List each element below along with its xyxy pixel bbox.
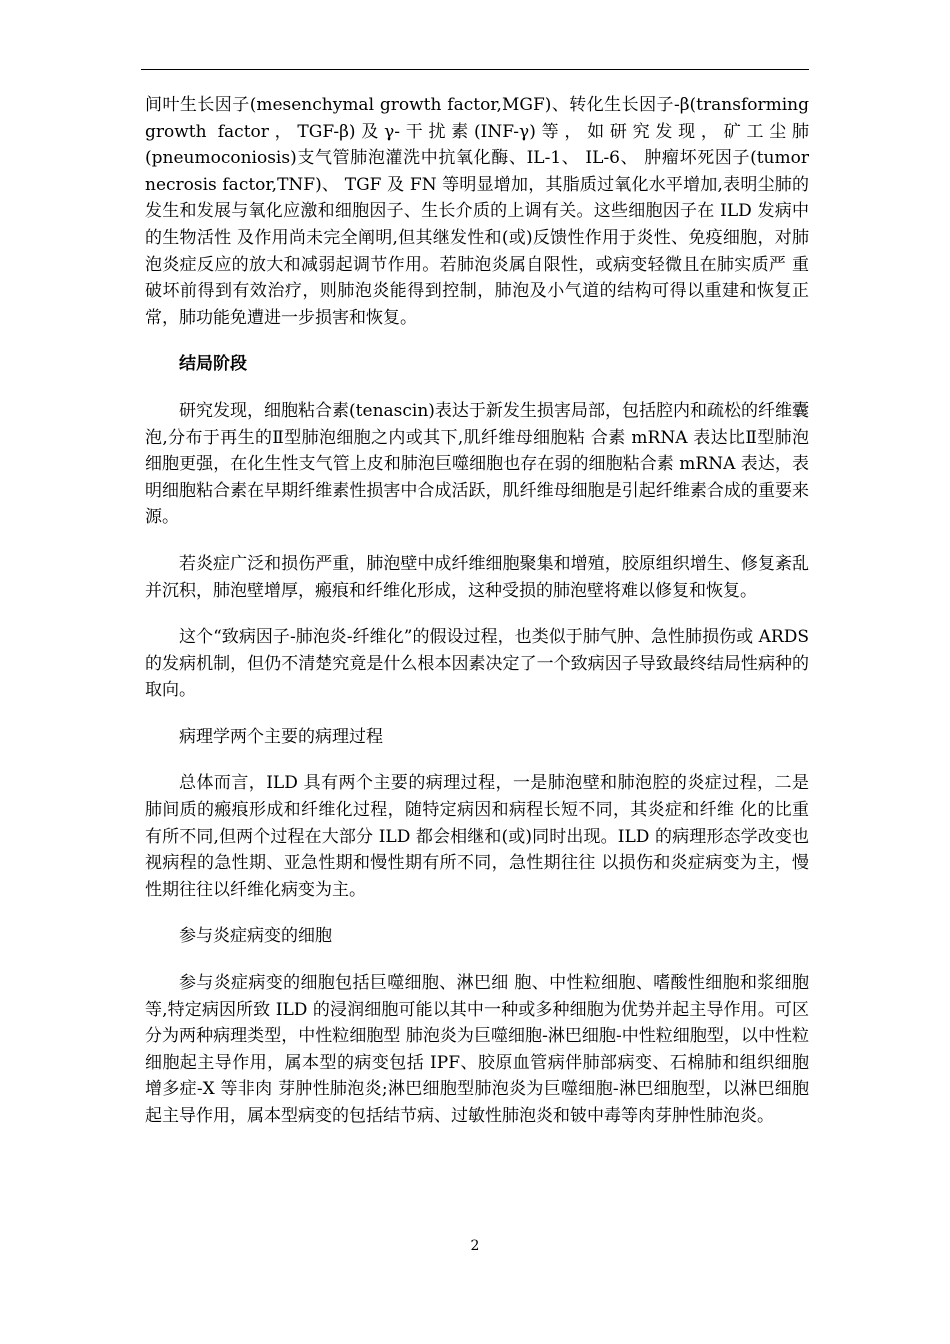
header-rule [141,69,809,70]
paragraph-hypothesis: 这个“致病因子-肺泡炎-纤维化”的假设过程，也类似于肺气肿、急性肺损伤或 ARDS 的发病机制，但仍不清楚究竟是什么根本因素决定了一个致病因子导致最终结局性病种的取向。 [145,627,809,701]
paragraph-pathology-overview: 总体而言，ILD 具有两个主要的病理过程，一是肺泡壁和肺泡腔的炎症过程，二是肺间质的瘢痕形成和纤维化过程，随特定病因和病程长短不同，其炎症和纤维 化的比重有所不同,但两个过程在大部分 ILD 都会相继和(或)同时出现。ILD 的病理形态学改变也视病程的急性期、亚急性期和慢性期有所不同，急性期往往 以损伤和炎症病变为主，慢性期往往以纤维化病变为主。 [145,773,809,900]
section-heading-inflammatory-cells: 参与炎症病变的细胞 [179,926,332,947]
paragraph-growth-factors: 间叶生长因子(mesenchymal growth factor,MGF)、转化生长因子-β(transforming growth factor，TGF-β)及γ-干扰素(INF-γ)等，如研究发现，矿工尘肺(pneumoconiosis)支气管肺泡灌洗中抗氧化酶、IL-1、 IL-6、 肿瘤坏死因子(tumor necrosis factor,TNF)、 TGF 及 FN 等明显增加，其脂质过氧化水平增加,表明尘肺的发生和发展与氧化应激和细胞因子、生长介质的上调有关。这些细胞因子在 ILD 发病中的生物活性 及作用尚未完全阐明,但其继发性和(或)反馈性作用于炎性、免疫细胞，对肺泡炎症反应的放大和减弱起调节作用。若肺泡炎属自限性，或病变轻微且在肺实质严 重破坏前得到有效治疗，则肺泡炎能得到控制，肺泡及小气道的结构可得以重建和恢复正常，肺功能免遭进一步损害和恢复。 [145,95,809,328]
section-heading-pathology-processes: 病理学两个主要的病理过程 [179,726,383,747]
paragraph-inflammatory-cells: 参与炎症病变的细胞包括巨噬细胞、淋巴细 胞、中性粒细胞、嗜酸性细胞和浆细胞等,特定病因所致 ILD 的浸润细胞可能以其中一种或多种细胞为优势并起主导作用。可区分为两种病理类型，中性粒细胞型 肺泡炎为巨噬细胞-淋巴细胞-中性粒细胞型，以中性粒细胞起主导作用，属本型的病变包括 IPF、胶原血管病伴肺部病变、石棉肺和组织细胞增多症-X 等非肉 芽肿性肺泡炎;淋巴细胞型肺泡炎为巨噬细胞-淋巴细胞型，以淋巴细胞起主导作用，属本型病变的包括结节病、过敏性肺泡炎和铍中毒等肉芽肿性肺泡炎。 [145,973,809,1126]
document-body [145,92,809,1130]
section-heading-outcome-stage: 结局阶段 [179,354,247,375]
paragraph-fibrosis: 若炎症广泛和损伤严重，肺泡壁中成纤维细胞聚集和增殖，胶原组织增生、修复紊乱并沉积，肺泡壁增厚，瘢痕和纤维化形成，这种受损的肺泡壁将难以修复和恢复。 [145,553,809,601]
page-number: 2 [470,1238,480,1254]
paragraph-tenascin: 研究发现，细胞粘合素(tenascin)表达于新发生损害局部，包括腔内和疏松的纤维囊泡,分布于再生的Ⅱ型肺泡细胞之内或其下,肌纤维母细胞粘 合素 mRNA 表达比Ⅱ型肺泡细胞更强，在化生性支气管上皮和肺泡巨噬细胞也存在弱的细胞粘合素 mRNA 表达，表明细胞粘合素在早期纤维素性损害中合成活跃，肌纤维母细胞是引起纤维素合成的重要来源。 [145,400,809,528]
